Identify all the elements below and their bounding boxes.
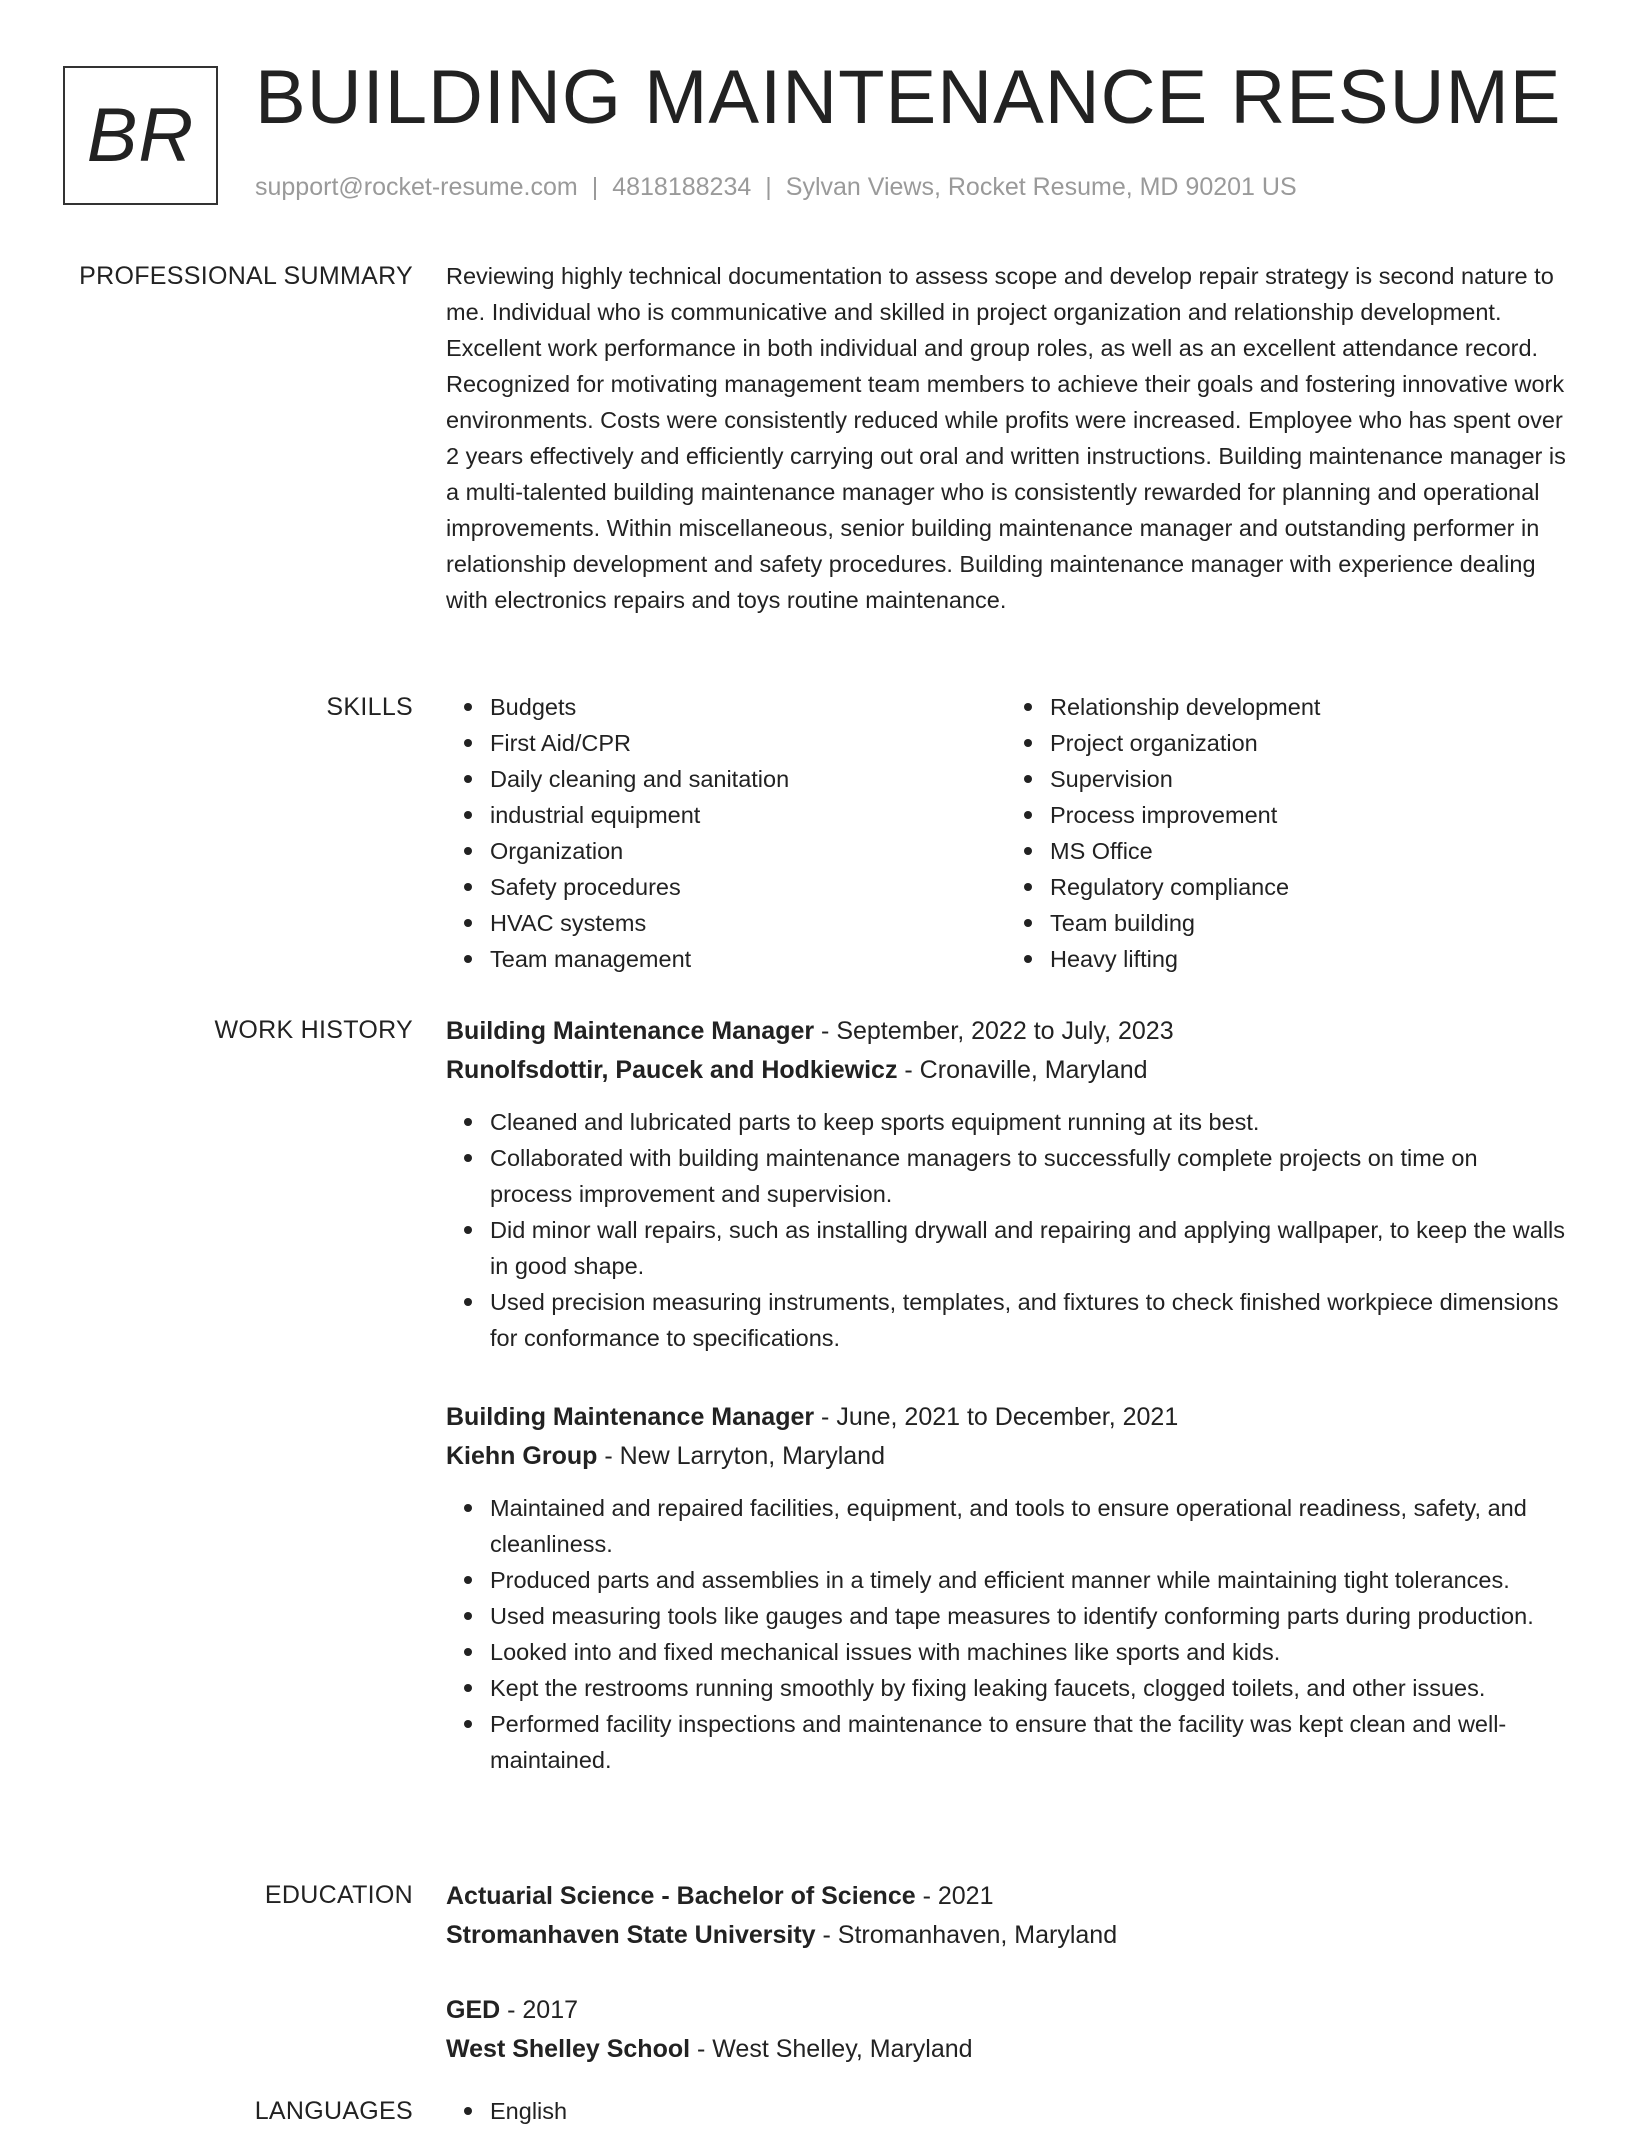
school-name: Stromanhaven State University	[446, 1921, 816, 1949]
skill-item: Organization	[490, 833, 1006, 869]
job-duty: Did minor wall repairs, such as installing drywall and repairing and applying wallpaper, to keep the walls in good shape.	[490, 1212, 1566, 1284]
education-content	[446, 1877, 1566, 2105]
job-location: - New Larryton, Maryland	[597, 1442, 885, 1470]
languages-list	[446, 2093, 1566, 2129]
monogram-initials: BR	[86, 93, 195, 178]
work-history-heading: WORK HISTORY	[214, 1016, 413, 1044]
skill-item: Supervision	[1050, 761, 1566, 797]
job-dates: - September, 2022 to July, 2023	[814, 1017, 1174, 1045]
education-entry	[446, 1991, 1566, 2069]
job-entry	[446, 1012, 1566, 1356]
skills-content	[446, 689, 1566, 977]
contact-line	[255, 173, 1297, 202]
skill-item: First Aid/CPR	[490, 725, 1006, 761]
job-title: Building Maintenance Manager	[446, 1403, 815, 1431]
job-duty: Used precision measuring instruments, templates, and fixtures to check finished workpiece dimensions for conformance to specifications.	[490, 1284, 1566, 1356]
school-location: - Stromanhaven, Maryland	[815, 1921, 1118, 1949]
job-company-line	[446, 1437, 1566, 1476]
job-duty: Produced parts and assemblies in a timely and efficient manner while maintaining tight tolerances.	[490, 1562, 1566, 1598]
job-duty: Collaborated with building maintenance managers to successfully complete projects on time on process improvement and supervision.	[490, 1140, 1566, 1212]
contact-address: Sylvan Views, Rocket Resume, MD 90201 US	[785, 173, 1297, 201]
job-duties-list	[446, 1104, 1566, 1356]
contact-phone[interactable]: 4818188234	[612, 173, 752, 201]
skill-item: Regulatory compliance	[1050, 869, 1566, 905]
job-duty: Kept the restrooms running smoothly by fixing leaking faucets, clogged toilets, and other issues.	[490, 1670, 1566, 1706]
skill-item: MS Office	[1050, 833, 1566, 869]
degree-line	[446, 1877, 1566, 1916]
contact-separator: |	[591, 173, 599, 201]
job-duty: Cleaned and lubricated parts to keep sports equipment running at its best.	[490, 1104, 1566, 1140]
degree: GED	[446, 1996, 501, 2024]
job-company-line	[446, 1051, 1566, 1090]
job-entry	[446, 1398, 1566, 1778]
degree: Actuarial Science - Bachelor of Science	[446, 1882, 916, 1910]
skill-item: Team building	[1050, 905, 1566, 941]
skill-item: Project organization	[1050, 725, 1566, 761]
skill-item: HVAC systems	[490, 905, 1006, 941]
skill-item: Relationship development	[1050, 689, 1566, 725]
skill-item: Daily cleaning and sanitation	[490, 761, 1006, 797]
summary-content	[446, 258, 1566, 618]
job-duty: Maintained and repaired facilities, equipment, and tools to ensure operational readiness, safety, and cleanliness.	[490, 1490, 1566, 1562]
job-title: Building Maintenance Manager	[446, 1017, 815, 1045]
education-entry	[446, 1877, 1566, 1955]
job-duty: Looked into and fixed mechanical issues with machines like sports and kids.	[490, 1634, 1566, 1670]
languages-content	[446, 2093, 1566, 2129]
summary-heading: PROFESSIONAL SUMMARY	[79, 262, 413, 290]
job-dates: - June, 2021 to December, 2021	[814, 1403, 1179, 1431]
job-duty: Used measuring tools like gauges and tape measures to identify conforming parts during production.	[490, 1598, 1566, 1634]
graduation-year: - 2021	[915, 1882, 994, 1910]
skill-item: Process improvement	[1050, 797, 1566, 833]
skills-heading: SKILLS	[326, 693, 413, 721]
job-duties-list	[446, 1490, 1566, 1778]
education-heading: EDUCATION	[264, 1881, 413, 1909]
languages-heading: LANGUAGES	[254, 2097, 413, 2125]
graduation-year: - 2017	[500, 1996, 579, 2024]
resume-title: BUILDING MAINTENANCE RESUME	[255, 55, 1562, 140]
job-company: Runolfsdottir, Paucek and Hodkiewicz	[446, 1056, 898, 1084]
degree-line	[446, 1991, 1566, 2030]
job-duty: Performed facility inspections and maintenance to ensure that the facility was kept clean and well-maintained.	[490, 1706, 1566, 1778]
school-name: West Shelley School	[446, 2035, 691, 2063]
school-location: - West Shelley, Maryland	[690, 2035, 973, 2063]
summary-text: Reviewing highly technical documentation to assess scope and develop repair strategy is second nature to me. Individual who is communicative and skilled in project organization and relationship development. Excellent work performance in both individual and group roles, as well as an excellent attendance record. Recognized for motivating management team members to achieve their goals and fostering innovative work environments. Costs were consistently reduced while profits were increased. Employee who has spent over 2 years effectively and efficiently carrying out oral and written instructions. Building maintenance manager is a multi-talented building maintenance manager who is consistently rewarded for planning and operational improvements. Within miscellaneous, senior building maintenance manager and outstanding performer in relationship development and safety procedures. Building maintenance manager with experience dealing with electronics repairs and toys routine maintenance.	[446, 263, 1566, 613]
job-title-line	[446, 1398, 1566, 1437]
skill-item: Budgets	[490, 689, 1006, 725]
contact-email[interactable]: support@rocket-resume.com	[255, 173, 578, 201]
language-item: English	[490, 2093, 1566, 2129]
school-line	[446, 1916, 1566, 1955]
skills-list-right	[1006, 689, 1566, 977]
job-location: - Cronaville, Maryland	[897, 1056, 1148, 1084]
skills-list-left	[446, 689, 1006, 977]
work-history-content	[446, 1012, 1566, 1820]
monogram-box	[63, 66, 218, 205]
skill-item: Heavy lifting	[1050, 941, 1566, 977]
school-line	[446, 2030, 1566, 2069]
contact-separator: |	[765, 173, 772, 201]
skill-item: Safety procedures	[490, 869, 1006, 905]
job-title-line	[446, 1012, 1566, 1051]
job-company: Kiehn Group	[446, 1442, 598, 1470]
skill-item: industrial equipment	[490, 797, 1006, 833]
skill-item: Team management	[490, 941, 1006, 977]
